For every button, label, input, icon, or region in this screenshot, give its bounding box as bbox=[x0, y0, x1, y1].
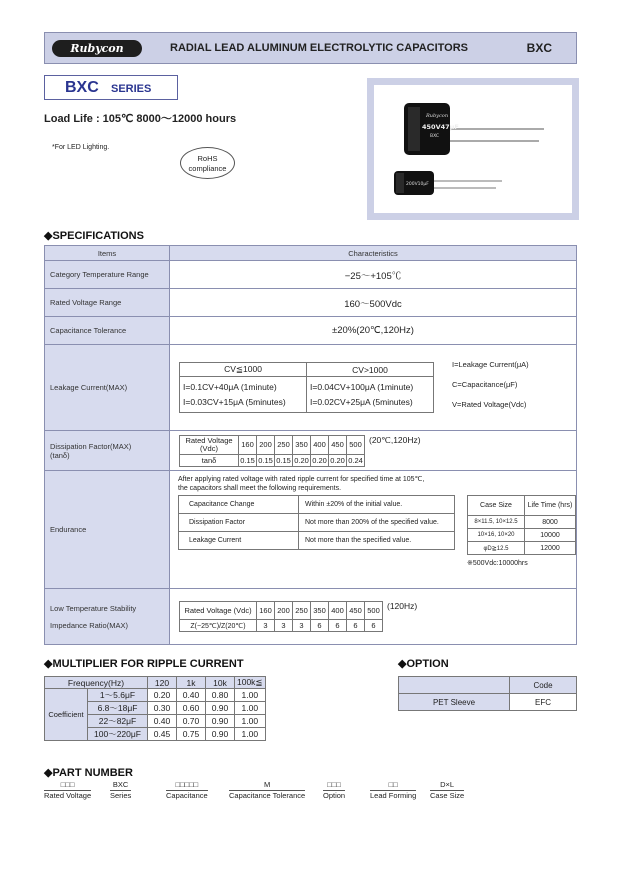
leakage-legend bbox=[452, 355, 529, 415]
lowtemp-label-cell: Low Temperature Stability Impedance Ratio(MAX) bbox=[45, 589, 170, 645]
pn-case-size: D×L Case Size bbox=[430, 780, 465, 800]
voltage-range-label: Rated Voltage Range bbox=[45, 289, 170, 317]
voltage-range-value: 160～500Vdc bbox=[170, 289, 577, 317]
coefficient-header: Coefficient bbox=[45, 689, 88, 741]
df-condition: (20℃,120Hz) bbox=[369, 434, 421, 445]
tolerance-label: Capacitance Tolerance bbox=[45, 317, 170, 345]
rubycon-logo: Rubycon bbox=[52, 40, 142, 57]
series-code-header: BXC bbox=[526, 41, 552, 55]
pn-tolerance: M Capacitance Tolerance bbox=[229, 780, 306, 800]
rohs-line2: compliance bbox=[188, 164, 227, 173]
option-table bbox=[398, 676, 577, 711]
series-code: BXC bbox=[65, 79, 99, 96]
load-life: Load Life : 105℃ 8000～12000 hours bbox=[44, 113, 237, 125]
pn-series: BXC Series bbox=[110, 780, 132, 800]
document-title: RADIAL LEAD ALUMINUM ELECTROLYTIC CAPACITORS bbox=[170, 42, 469, 54]
pn-rated-voltage: □□□ Rated Voltage bbox=[44, 780, 92, 800]
diamond-icon: ◆ bbox=[398, 658, 407, 670]
life-time-table: Case Size Life Time (hrs) 8×11.5, 10×12.5 8000 10×16, 10×20 10000 φD≧12.5 12000 bbox=[467, 495, 576, 555]
leakage-table bbox=[179, 362, 434, 413]
df-label: Dissipation Factor(MAX) bbox=[50, 441, 132, 451]
tolerance-value: ±20%(20℃,120Hz) bbox=[170, 317, 577, 345]
series-box bbox=[44, 75, 178, 100]
df-tan-head: tanδ bbox=[180, 454, 239, 466]
pn-option: □□□ Option bbox=[323, 780, 346, 800]
endurance-table: Capacitance Change Within ±20% of the initial value. Dissipation Factor Not more than 200% of the specified value. Leakage Current Not more than the specified value. bbox=[178, 495, 455, 550]
diamond-icon: ◆ bbox=[44, 658, 53, 670]
rohs-badge bbox=[180, 147, 235, 179]
leakage-col1-head: CV≦1000 bbox=[180, 363, 307, 377]
endurance-label: Endurance bbox=[45, 471, 170, 589]
leakage-col2-head: CV>1000 bbox=[307, 363, 434, 377]
leakage-col2-row1: I=0.04CV+100μA (1minute) bbox=[310, 381, 414, 392]
lowtemp-cell bbox=[170, 589, 577, 645]
df-table: Rated Voltage (Vdc) 160 200 250 350 400 450 500 tanδ 0.15 0.15 0.15 0.20 0.20 0.20 0.24 bbox=[179, 435, 365, 467]
multiplier-table: Frequency(Hz) 120 1k 10k 100k≦ Coefficient 1～5.6μF 0.20 0.40 0.80 1.00 6.8～18μF 0.30 0.60 0.90 1.00 22～82μF 0.40 0.70 0.90 1.00 100～220μF 0.45 0.75 0.90 1.00 bbox=[44, 676, 266, 741]
df-cell bbox=[170, 431, 577, 471]
header-bar bbox=[44, 32, 577, 64]
endurance-intro: After applying rated voltage with rated ripple current for specified time at 105℃, the capacitors shall meet the following requirements. bbox=[178, 476, 425, 492]
lowtemp-condition: (120Hz) bbox=[387, 601, 418, 611]
legend-v: V=Rated Voltage(Vdc) bbox=[452, 400, 527, 409]
leakage-col1-row1: I=0.1CV+40μA (1minute) bbox=[183, 381, 277, 392]
series-word: SERIES bbox=[111, 83, 152, 95]
leakage-label: Leakage Current(MAX) bbox=[45, 345, 170, 431]
leakage-cell bbox=[170, 345, 577, 431]
option-blank-header bbox=[399, 677, 510, 694]
part-number-title: ◆PART NUMBER bbox=[44, 767, 133, 779]
items-header: Items bbox=[45, 246, 170, 261]
lowtemp-table: Rated Voltage (Vdc) 160 200 250 350 400 450 500 Z(−25℃)/Z(20℃) 3 3 3 6 6 6 6 bbox=[179, 601, 383, 632]
leakage-col1-row2: I=0.03CV+15μA (5minutes) bbox=[183, 396, 286, 407]
capacitor-illustration bbox=[374, 85, 572, 213]
option-title: ◆OPTION bbox=[398, 658, 449, 670]
df-label-cell bbox=[45, 431, 170, 471]
led-note: *For LED Lighting. bbox=[52, 144, 110, 151]
option-code: EFC bbox=[510, 694, 577, 711]
temp-range-label: Category Temperature Range bbox=[45, 261, 170, 289]
pn-lead-forming: □□ Lead Forming bbox=[370, 780, 417, 800]
endurance-cell bbox=[170, 471, 577, 589]
freq-header: Frequency(Hz) bbox=[45, 677, 148, 689]
specifications-table bbox=[44, 245, 577, 645]
cap1-brand: Rubycon bbox=[426, 113, 449, 119]
rohs-line1: RoHS bbox=[197, 154, 218, 163]
product-photo bbox=[367, 78, 579, 220]
df-label-tan: (tanδ) bbox=[50, 450, 70, 460]
leakage-col2-row2: I=0.02CV+25μA (5minutes) bbox=[310, 396, 413, 407]
diamond-icon: ◆ bbox=[44, 767, 53, 779]
diamond-icon: ◆ bbox=[44, 230, 53, 242]
specifications-title: ◆SPECIFICATIONS bbox=[44, 230, 144, 242]
cap1-series: BXC bbox=[430, 134, 439, 139]
legend-i: I=Leakage Current(μA) bbox=[452, 360, 529, 369]
temp-range-value: −25～+105℃ bbox=[170, 261, 577, 289]
multiplier-title: ◆MULTIPLIER FOR RIPPLE CURRENT bbox=[44, 658, 244, 670]
endurance-footnote: ※500Vdc:10000hrs bbox=[467, 560, 528, 567]
cap1-marking: 450V47μF bbox=[422, 123, 459, 131]
cap2-marking: 200V10μF bbox=[406, 182, 429, 187]
legend-c: C=Capacitance(μF) bbox=[452, 380, 518, 389]
characteristics-header: Characteristics bbox=[170, 246, 577, 261]
pn-capacitance: □□□□□ Capacitance bbox=[166, 780, 208, 800]
option-code-header: Code bbox=[510, 677, 577, 694]
option-item: PET Sleeve bbox=[399, 694, 510, 711]
df-voltage-head: Rated Voltage (Vdc) bbox=[180, 435, 239, 454]
